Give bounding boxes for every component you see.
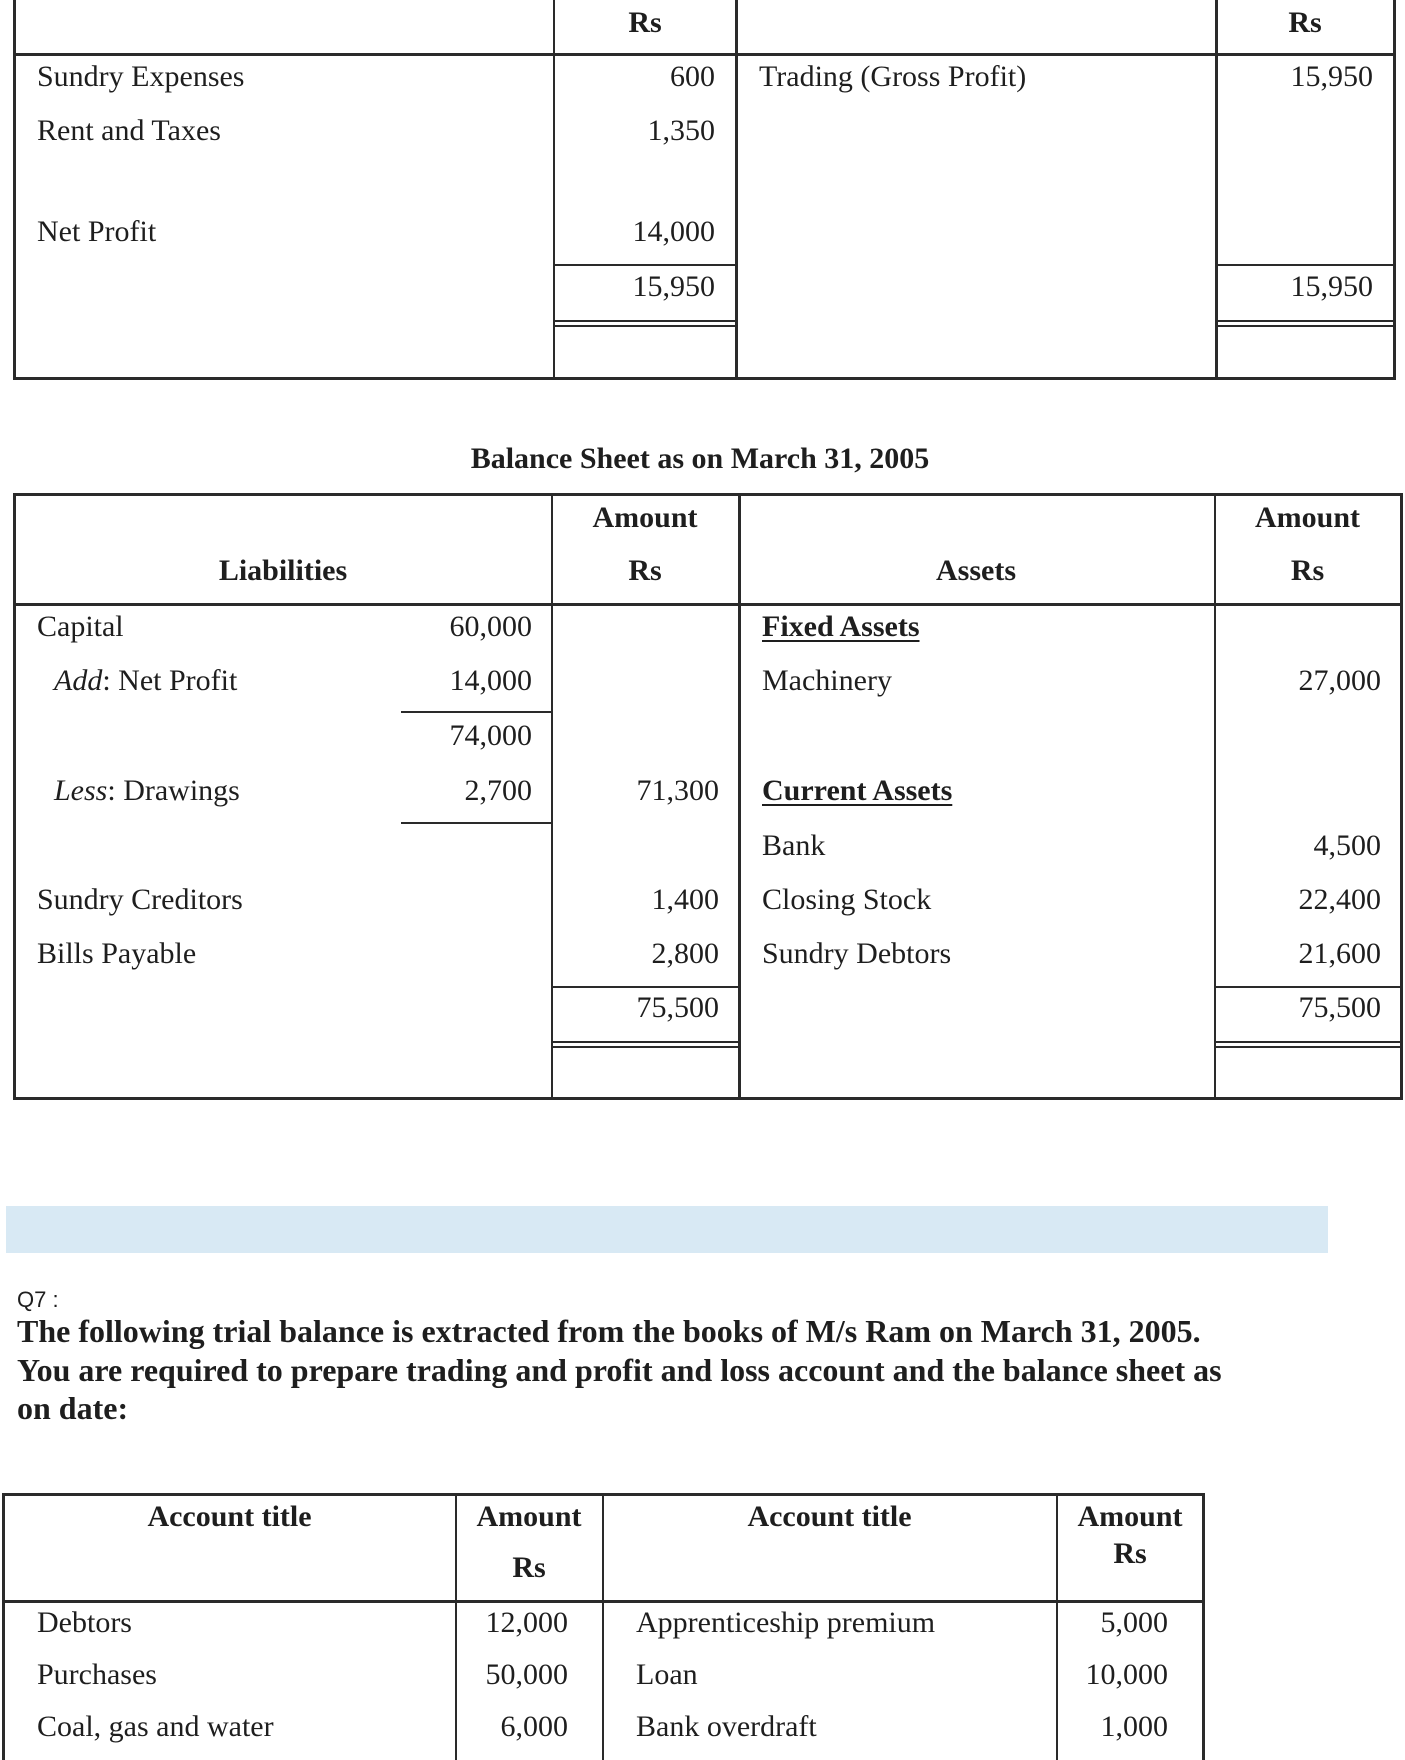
bs-less-italic: Less [54, 774, 108, 807]
bs-capital-value: 60,000 [449, 610, 532, 643]
tb-row-left-amount: 50,000 [485, 1658, 568, 1691]
bs-creditors-value: 1,400 [651, 883, 719, 916]
bs-machinery-value: 27,000 [1298, 664, 1381, 697]
bs-capital-net: 71,300 [636, 774, 719, 807]
pl-header-rs-right: Rs [1288, 6, 1322, 39]
bs-bills-label: Bills Payable [37, 937, 197, 970]
tb-row-left-amount: 6,000 [500, 1710, 568, 1743]
tb-col-amount-left: Amount [476, 1500, 582, 1533]
bs-less-value: 2,700 [464, 774, 532, 807]
tb-row-left-amount: 12,000 [485, 1606, 568, 1639]
bs-stock-value: 22,400 [1298, 883, 1381, 916]
pl-row-label: Sundry Expenses [37, 60, 245, 93]
bs-machinery-label: Machinery [762, 664, 892, 697]
section-divider-band [6, 1206, 1328, 1253]
bs-stock-label: Closing Stock [762, 883, 932, 916]
bs-col-liabilities: Liabilities [218, 554, 348, 587]
tb-row-right-amount: 10,000 [1085, 1658, 1168, 1691]
bs-col-rs-left: Rs [628, 554, 662, 587]
tb-col-title-right: Account title [747, 1500, 912, 1533]
tb-row-right-title: Loan [636, 1658, 698, 1691]
bs-col-amount-left: Amount [592, 501, 698, 534]
pl-row-label: Rent and Taxes [37, 114, 221, 147]
bs-total-assets: 75,500 [1298, 991, 1381, 1024]
question-text-line: You are required to prepare trading and profit and loss account and the balance sheet as [17, 1352, 1222, 1388]
tb-row-left-title: Coal, gas and water [37, 1710, 274, 1743]
question-number: Q7 : [17, 1287, 59, 1312]
bs-add-value: 14,000 [449, 664, 532, 697]
bs-current-assets-heading: Current Assets [762, 774, 953, 807]
tb-col-amount-right: Amount [1077, 1500, 1183, 1533]
bs-creditors-label: Sundry Creditors [37, 883, 243, 916]
bs-bank-value: 4,500 [1313, 829, 1381, 862]
bs-total-liabilities: 75,500 [636, 991, 719, 1024]
tb-row-right-amount: 1,000 [1100, 1710, 1168, 1743]
bs-capital-label: Capital [37, 610, 124, 643]
pl-row-label: Trading (Gross Profit) [759, 60, 1027, 93]
bs-debtors-value: 21,600 [1298, 937, 1381, 970]
bs-add-italic: Add [54, 664, 103, 697]
bs-col-amount-right: Amount [1254, 501, 1360, 534]
tb-row-left-title: Purchases [37, 1658, 157, 1691]
tb-col-title-left: Account title [147, 1500, 312, 1533]
bs-fixed-assets-heading: Fixed Assets [762, 610, 920, 643]
bs-col-assets: Assets [936, 554, 1016, 587]
tb-col-rs-left: Rs [512, 1551, 546, 1584]
bs-add-rest: : Net Profit [102, 664, 238, 697]
question-text-line: The following trial balance is extracted from the books of M/s Ram on March 31, 2005. [17, 1313, 1201, 1349]
bs-bills-value: 2,800 [651, 937, 719, 970]
pl-total-left: 15,950 [632, 270, 715, 303]
bs-col-rs-right: Rs [1290, 554, 1325, 587]
pl-header-rs-left: Rs [628, 6, 662, 39]
tb-row-right-title: Apprenticeship premium [636, 1606, 936, 1639]
bs-bank-label: Bank [762, 829, 826, 862]
tb-row-right-amount: 5,000 [1100, 1606, 1168, 1639]
tb-col-rs-right: Rs [1113, 1537, 1147, 1570]
pl-row-amount: 15,950 [1290, 60, 1373, 93]
bs-less-rest: : Drawings [107, 774, 240, 807]
tb-row-left-title: Debtors [37, 1606, 132, 1639]
tb-row-right-title: Bank overdraft [636, 1710, 817, 1743]
pl-row-amount: 600 [670, 60, 715, 93]
pl-total-right: 15,950 [1290, 270, 1373, 303]
pl-row-amount: 14,000 [632, 215, 715, 248]
bs-less-drawings [54, 773, 240, 809]
balance-sheet-title: Balance Sheet as on March 31, 2005 [470, 442, 930, 475]
bs-debtors-label: Sundry Debtors [762, 937, 952, 970]
pl-row-label: Net Profit [37, 215, 157, 248]
bs-add-net-profit [54, 663, 237, 699]
question-text-line: on date: [17, 1390, 129, 1426]
pl-row-amount: 1,350 [647, 114, 715, 147]
bs-subtotal: 74,000 [449, 719, 532, 752]
